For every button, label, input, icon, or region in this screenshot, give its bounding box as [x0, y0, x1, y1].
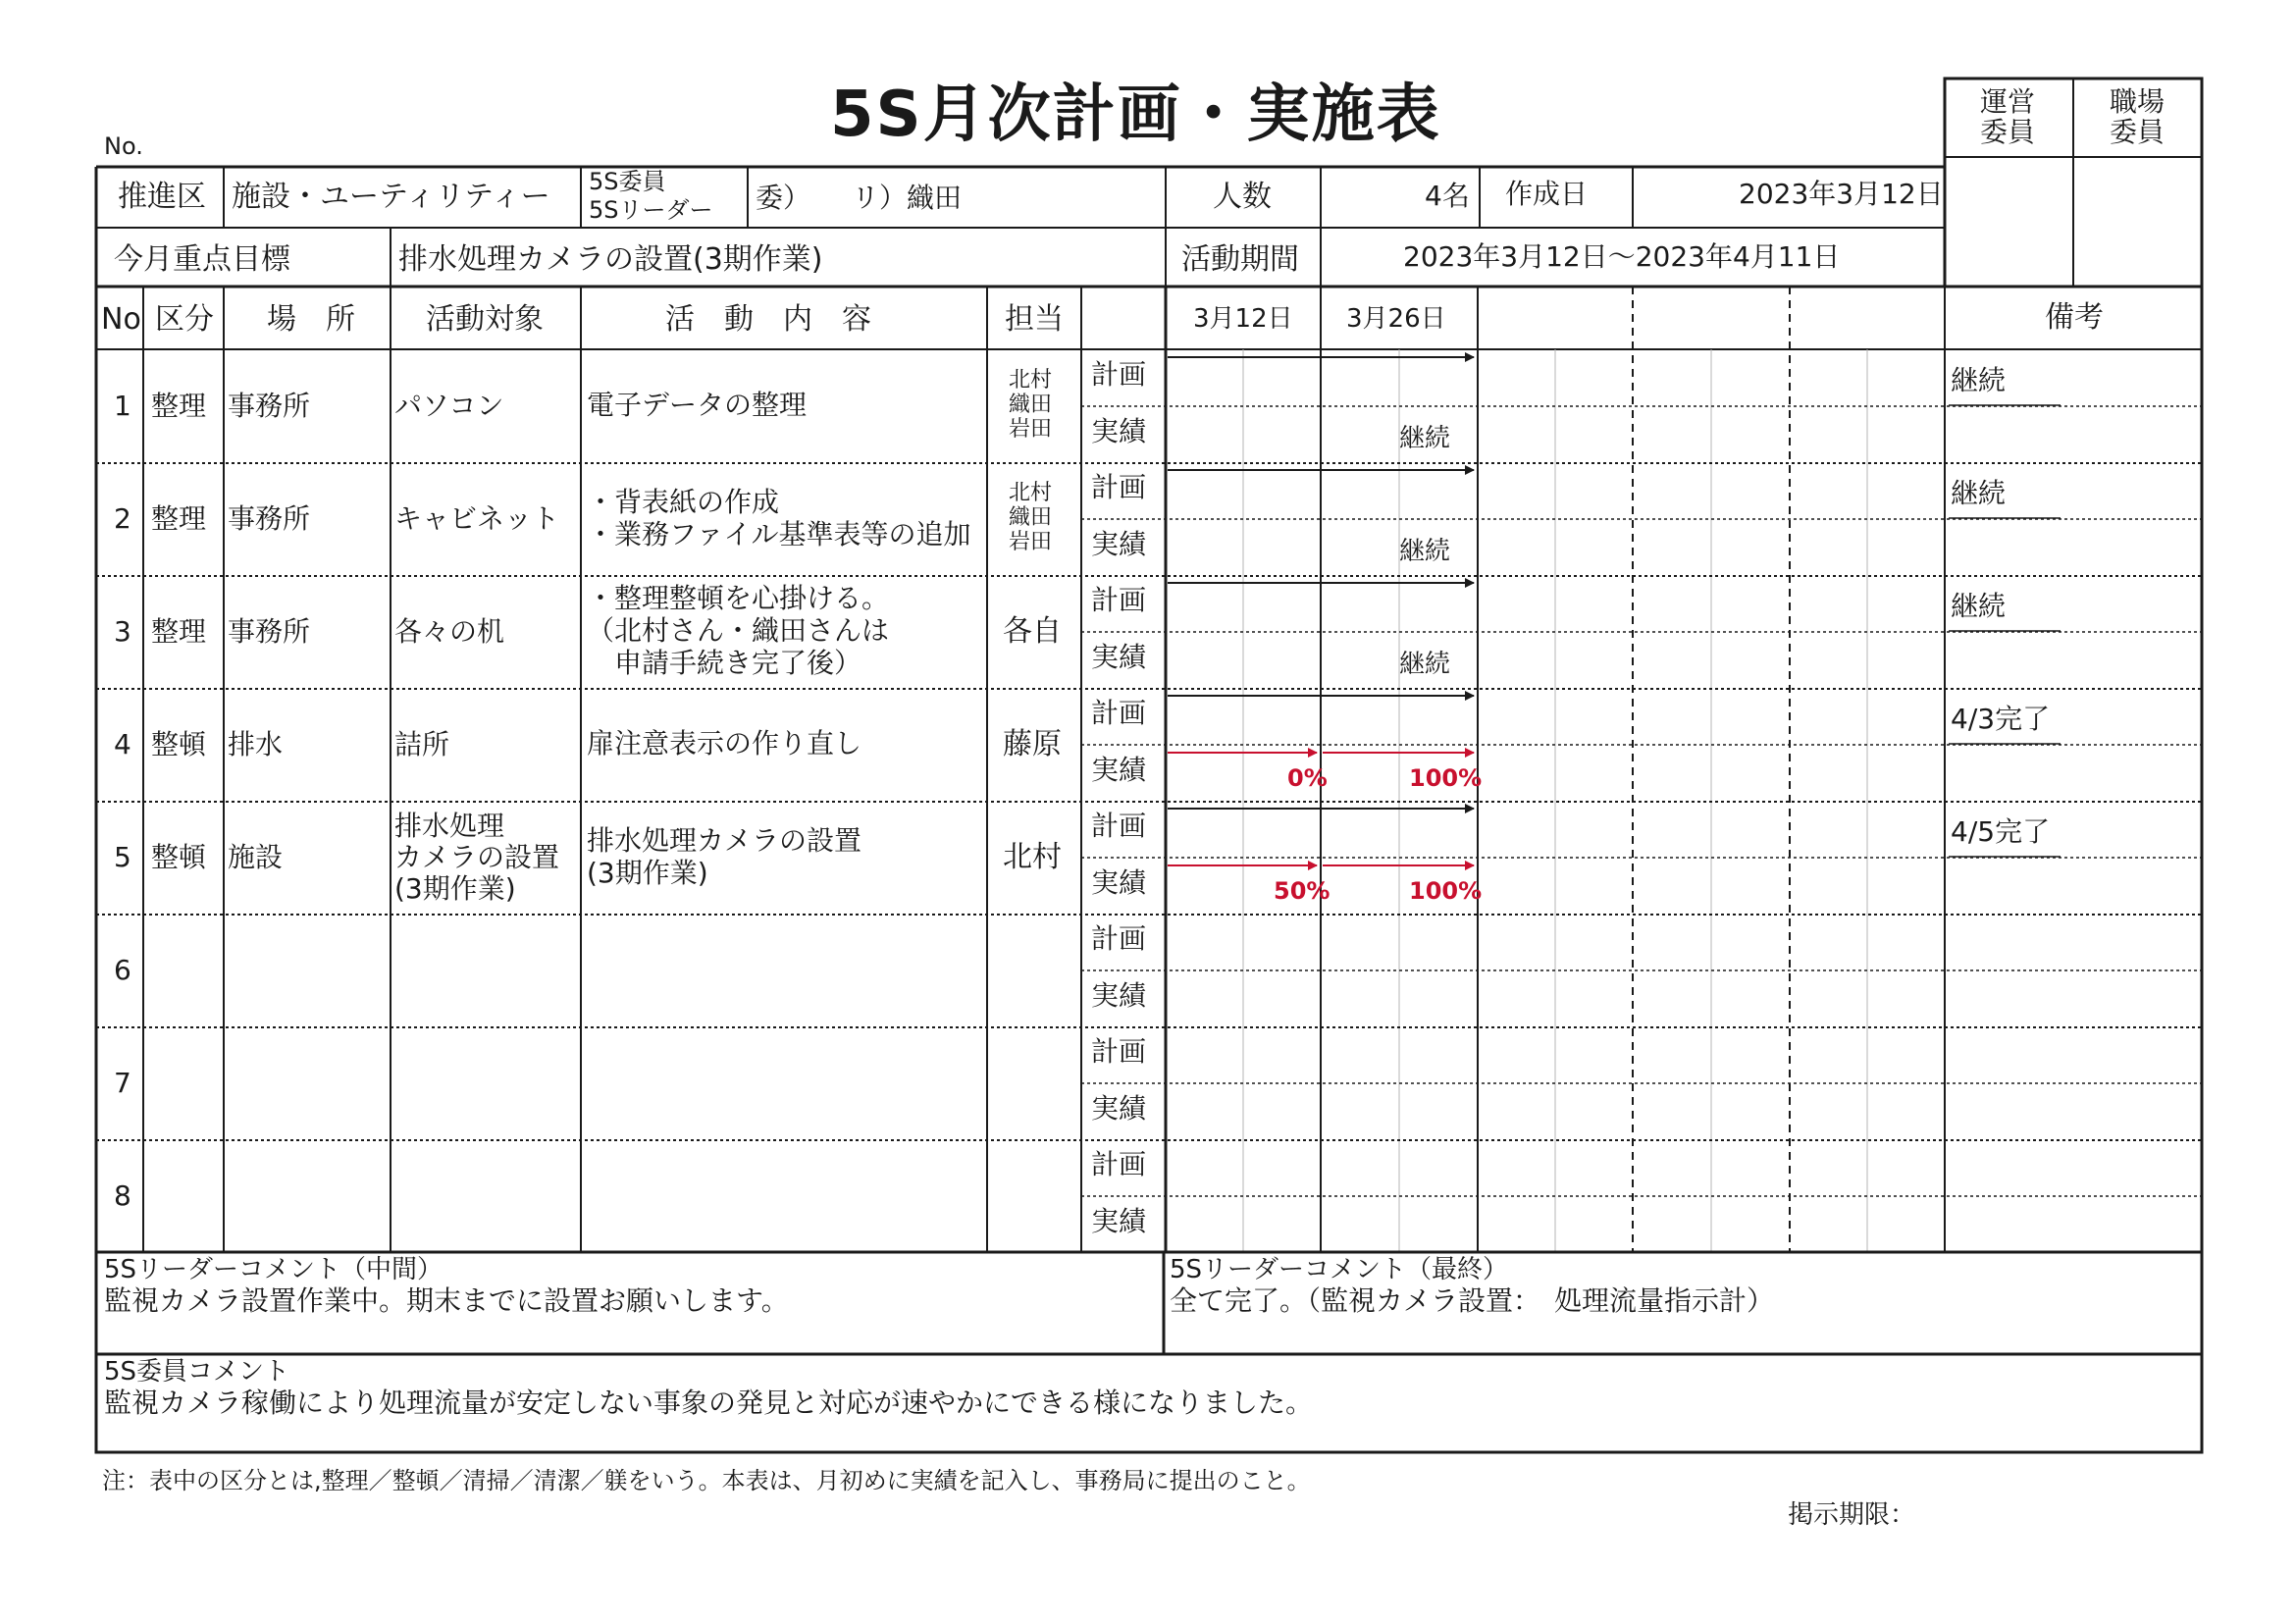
row-actual-label: 実績	[1091, 528, 1147, 560]
row-biko: 4/5完了	[1951, 815, 2051, 848]
row-plan-label: 計画	[1091, 1035, 1147, 1068]
no-label: No.	[104, 132, 143, 160]
sakusei-label: 作成日	[1505, 178, 1589, 210]
row-no: 6	[114, 953, 131, 986]
row-no: 4	[114, 727, 131, 760]
row-no: 8	[114, 1178, 131, 1212]
row-taisho-line: 各々の机	[394, 614, 505, 648]
col-header-biko: 備考	[2045, 300, 2104, 335]
col-header-naiyou: 活 動 内 容	[665, 302, 871, 337]
row-progress-mid: 50%	[1274, 877, 1331, 905]
row-no: 2	[114, 501, 131, 535]
row-naiyou-line: 扉注意表示の作り直し	[587, 727, 862, 759]
row-taisho-line: キャビネット	[394, 501, 560, 535]
row-tanto-line: 岩田	[1009, 417, 1053, 442]
row-plan-label: 計画	[1091, 358, 1147, 391]
ninzu-value: 4名	[1425, 180, 1470, 212]
col-header-no: No	[101, 302, 141, 337]
leader-comment-mid-label: 5Sリーダーコメント（中間）	[104, 1255, 444, 1284]
row-actual-label: 実績	[1091, 415, 1147, 447]
row-basho: 施設	[228, 840, 284, 873]
row-progress-status: 継続	[1399, 424, 1451, 453]
suishinku-value: 施設・ユーティリティー	[232, 180, 550, 214]
row-taisho-line: カメラの設置	[394, 840, 560, 873]
row-basho: 事務所	[228, 501, 311, 535]
leader-comment-final-text: 全て完了。（監視カメラ設置： 処理流量指示計）	[1170, 1284, 1775, 1317]
col-header-basho: 場 所	[267, 302, 355, 337]
row-progress-end: 100%	[1409, 877, 1483, 905]
row-basho: 排水	[228, 727, 284, 760]
iin-comment-text: 監視カメラ稼働により処理流量が安定しない事象の発見と対応が速やかにできる様になりました。	[104, 1387, 1314, 1419]
row-naiyou-line: 排水処理カメラの設置	[587, 823, 862, 857]
leader-comment-mid-text: 監視カメラ設置作業中。期末までに設置お願いします。	[104, 1284, 789, 1317]
goal-label: 今月重点目標	[114, 242, 290, 277]
row-kubun: 整理	[151, 501, 207, 535]
goal-value: 排水処理カメラの設置(3期作業)	[398, 242, 823, 277]
row-kubun: 整理	[151, 389, 207, 422]
row-tanto-line: 織田	[1009, 393, 1053, 417]
row-naiyou-line: ・背表紙の作成	[587, 485, 780, 518]
footer-note: 注：表中の区分とは,整理／整頓／清掃／清潔／躾をいう。本表は、月初めに実績を記入し、事務局に提出のこと。	[102, 1467, 1311, 1494]
row-biko: 4/3完了	[1951, 703, 2051, 735]
row-no: 1	[114, 389, 131, 422]
row-naiyou-line: 電子データの整理	[587, 389, 808, 421]
row-plan-label: 計画	[1091, 697, 1147, 729]
approval-label-unei: 運営 委員	[1980, 85, 2036, 149]
iin-label-1: 5S委員	[589, 168, 666, 195]
row-plan-label: 計画	[1091, 922, 1147, 955]
row-tanto-line: 北村	[1009, 481, 1053, 505]
period-label: 活動期間	[1181, 242, 1299, 277]
sakusei-value: 2023年3月12日	[1739, 178, 1944, 210]
row-plan-label: 計画	[1091, 471, 1147, 503]
row-actual-label: 実績	[1091, 641, 1147, 673]
col-header-date-1: 3月12日	[1193, 304, 1293, 334]
posting-deadline-label: 掲示期限：	[1788, 1500, 1916, 1530]
row-no: 5	[114, 840, 131, 873]
leader-comment-final-label: 5Sリーダーコメント（最終）	[1170, 1255, 1509, 1284]
row-tanto: 各自	[1003, 613, 1062, 649]
row-kubun: 整理	[151, 614, 207, 648]
row-naiyou-line: ・整理整頓を心掛ける。	[587, 582, 890, 614]
row-biko: 継続	[1951, 477, 2007, 509]
row-plan-label: 計画	[1091, 584, 1147, 616]
ninzu-label: 人数	[1213, 180, 1272, 214]
row-tanto: 藤原	[1003, 726, 1062, 761]
row-naiyou-line: 申請手続き完了後）	[587, 647, 862, 679]
approval-label-shokuba: 職場 委員	[2110, 85, 2166, 149]
row-naiyou-line: (3期作業)	[587, 856, 708, 889]
row-no: 7	[114, 1066, 131, 1099]
row-plan-label: 計画	[1091, 810, 1147, 842]
col-header-date-2: 3月26日	[1346, 304, 1446, 334]
iin-comment-label: 5S委員コメント	[104, 1357, 290, 1387]
row-progress-status: 継続	[1399, 537, 1451, 566]
col-header-tanto: 担当	[1005, 302, 1064, 337]
row-progress-mid: 0%	[1287, 764, 1328, 792]
row-actual-label: 実績	[1091, 979, 1147, 1012]
period-value: 2023年3月12日～2023年4月11日	[1403, 240, 1841, 273]
row-taisho-line: パソコン	[394, 389, 504, 422]
iin-value: 委） リ）織田	[756, 182, 963, 214]
row-biko: 継続	[1951, 364, 2007, 396]
row-basho: 事務所	[228, 614, 311, 648]
row-tanto-line: 北村	[1009, 368, 1053, 393]
row-plan-label: 計画	[1091, 1148, 1147, 1180]
row-actual-label: 実績	[1091, 754, 1147, 786]
row-actual-label: 実績	[1091, 866, 1147, 899]
col-header-taisho: 活動対象	[426, 302, 544, 337]
row-biko: 継続	[1951, 590, 2007, 622]
row-progress-end: 100%	[1409, 764, 1483, 792]
row-taisho-line: 詰所	[394, 727, 450, 760]
row-kubun: 整頓	[151, 727, 207, 760]
row-progress-status: 継続	[1399, 650, 1451, 679]
page-title: 5S月次計画・実施表	[830, 79, 1441, 151]
col-header-kubun: 区分	[155, 302, 214, 337]
row-taisho-line: 排水処理	[394, 809, 505, 842]
suishinku-label: 推進区	[118, 180, 206, 214]
row-no: 3	[114, 614, 131, 648]
row-kubun: 整頓	[151, 840, 207, 873]
row-naiyou-line: ・業務ファイル基準表等の追加	[587, 517, 971, 550]
row-actual-label: 実績	[1091, 1205, 1147, 1237]
row-tanto-line: 織田	[1009, 505, 1053, 530]
row-tanto-line: 岩田	[1009, 530, 1053, 554]
row-taisho-line: (3期作業)	[394, 871, 516, 905]
row-basho: 事務所	[228, 389, 311, 422]
row-actual-label: 実績	[1091, 1092, 1147, 1125]
iin-label-2: 5Sリーダー	[589, 196, 713, 224]
row-tanto: 北村	[1003, 839, 1062, 874]
row-naiyou-line: （北村さん・織田さんは	[587, 614, 890, 647]
